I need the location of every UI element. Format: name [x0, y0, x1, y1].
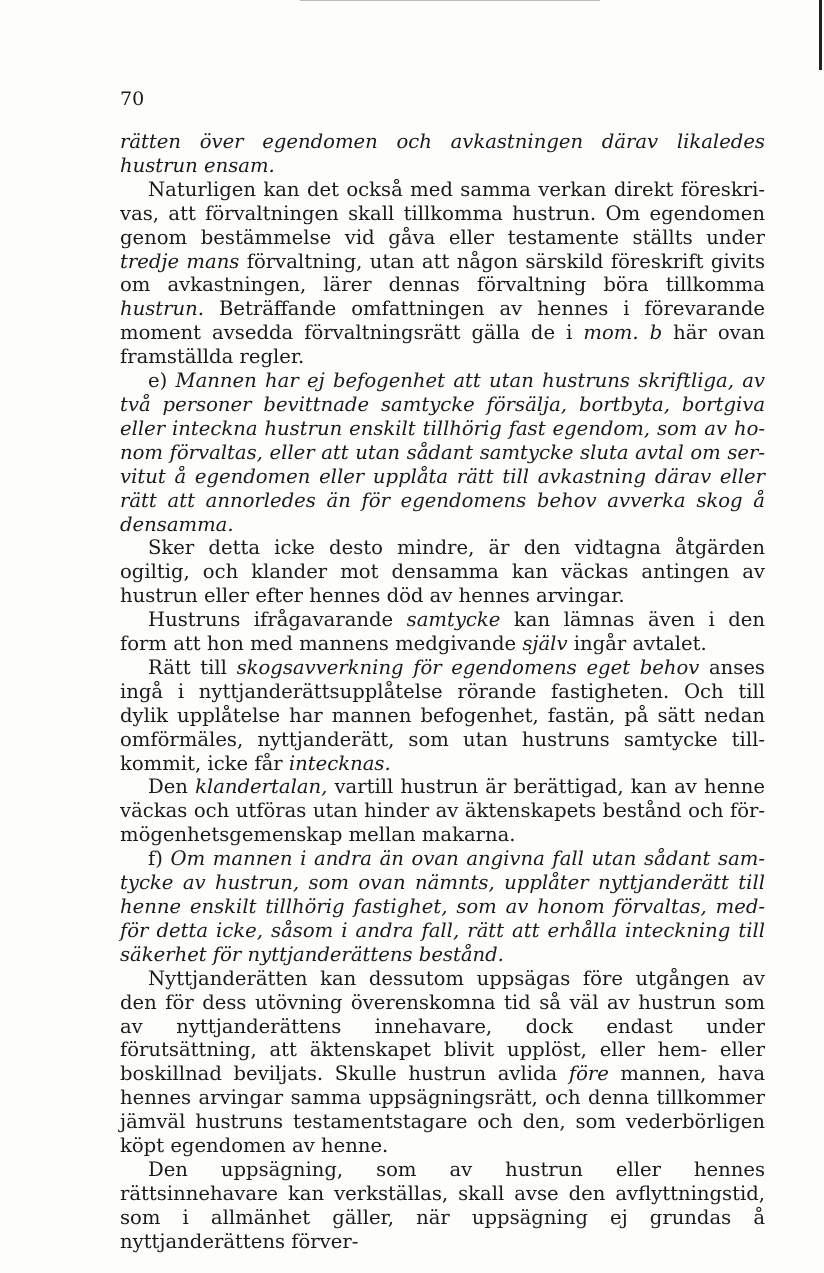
italic-text-run: skogsavverkning för egendomens eget behov	[236, 655, 700, 679]
page-number: 70	[120, 88, 145, 110]
italic-text-run: Om mannen i andra än ovan angivna fall utan sådant samtycke av hustrun, som ovan nämnts, upplåter nyttjanderätt till henne enskilt tillhörig fastighet, som av honom förvaltas, medför detta icke, såsom i andra fall, rätt att erhålla inteckning till säkerhet för nyttjanderättens bestånd.	[120, 847, 765, 966]
paragraph	[120, 775, 765, 847]
italic-text-run: mom. b	[583, 321, 663, 345]
text-run: Beträffande omfattningen av hennes i förevarande moment avsedda förvaltningsrätt gälla de i	[120, 297, 765, 345]
paragraph	[120, 369, 765, 536]
italic-text-run: rätten över egendomen och avkastningen därav likaledes hustrun ensam.	[120, 130, 765, 177]
text-run: Sker detta icke desto mindre, är den vidtagna åtgärden ogiltig, och klander mot densamma kan väckas antingen av hustrun eller efter hennes död av hennes arvingar.	[120, 536, 765, 608]
text-run: vartill hustrun är berättigad, kan av henne väckas och utföras utan hinder av äktenskapets bestånd och förmögenhetsgemenskap mellan makarna.	[120, 775, 765, 847]
italic-text-run: själv	[522, 632, 568, 656]
text-run: mannen, hava hennes arvingar samma uppsägningsrätt, och denna tillkommer jämväl hustruns testamentstagare och den, som vederbörligen köpt egendomen av henne.	[120, 1062, 766, 1158]
text-run: f)	[148, 847, 171, 871]
italic-text-run: samtycke	[406, 608, 501, 632]
text-run: Den	[148, 775, 196, 799]
text-run: Nyttjanderätten kan dessutom uppsägas före utgången av den för dess utövning överenskomna tid så väl av hustrun som av nyttjanderättens innehavare, dock endast under förutsättning, att äktenskapet blivit upplöst, eller hem- eller boskillnad beviljats. Skulle hustrun avlida	[120, 966, 765, 1086]
paragraph	[120, 608, 765, 656]
text-run: e)	[148, 369, 176, 393]
italic-text-run: hustrun.	[120, 297, 205, 321]
text-run: Hustruns ifrågavarande	[148, 608, 407, 632]
paragraph	[120, 536, 765, 608]
paragraph	[120, 967, 765, 1158]
text-run: Naturligen kan det också med samma verkan direkt föreskrivas, att förvaltningen skall tillkomma hustrun. Om egendomen genom bestämmelse vid gåva eller testamente ställts under	[120, 177, 765, 249]
text-run: kan lämnas även i den form att hon med mannens medgivande	[120, 608, 765, 656]
text-run: förvaltning, utan att någon särskild föreskrift givits om avkastningen, lärer dennas förvaltning böra tillkomma	[120, 249, 765, 297]
paragraph	[120, 1158, 765, 1254]
paragraph	[120, 178, 765, 369]
italic-text-run: intecknas.	[288, 751, 391, 775]
text-run: här ovan framställda regler.	[120, 321, 765, 369]
scan-edge-line	[300, 0, 600, 1]
italic-text-run: Mannen har ej befogenhet att utan hustruns skriftliga, av två personer bevittnade samtycke försälja, bortbyta, bortgiva eller inteckna hustrun enskilt tillhörig fast egendom, som av honom förvaltas, eller att utan sådant samtycke sluta avtal om servitut å egendomen eller upplåta rätt till avkastning därav eller rätt att annorledes än för egendomens behov avverka skog å densamma.	[120, 369, 765, 536]
page-edge-mark	[819, 0, 822, 70]
paragraph	[120, 847, 765, 967]
paragraph	[120, 130, 765, 178]
text-run: Rätt till	[148, 655, 237, 679]
italic-text-run: före	[568, 1062, 609, 1086]
paragraph	[120, 656, 765, 776]
italic-text-run: tredje mans	[120, 249, 240, 273]
body-text	[120, 130, 765, 1254]
italic-text-run: klandertalan,	[195, 775, 328, 799]
text-run: ingår avtalet.	[567, 632, 707, 656]
text-run: anses ingå i nyttjanderättsupplåtelse rörande fastigheten. Och till dylik upplåtelse har mannen befogenhet, fastän, på sätt nedan omförmäles, nyttjanderätt, som utan hustruns samtycke tillkommit, icke får	[120, 655, 765, 775]
text-run: Den uppsägning, som av hustrun eller hennes rättsinnehavare kan verkställas, skall avse den avflyttningstid, som i allmänhet gäller, när uppsägning ej grundas å nyttjanderättens förver-	[120, 1157, 765, 1253]
